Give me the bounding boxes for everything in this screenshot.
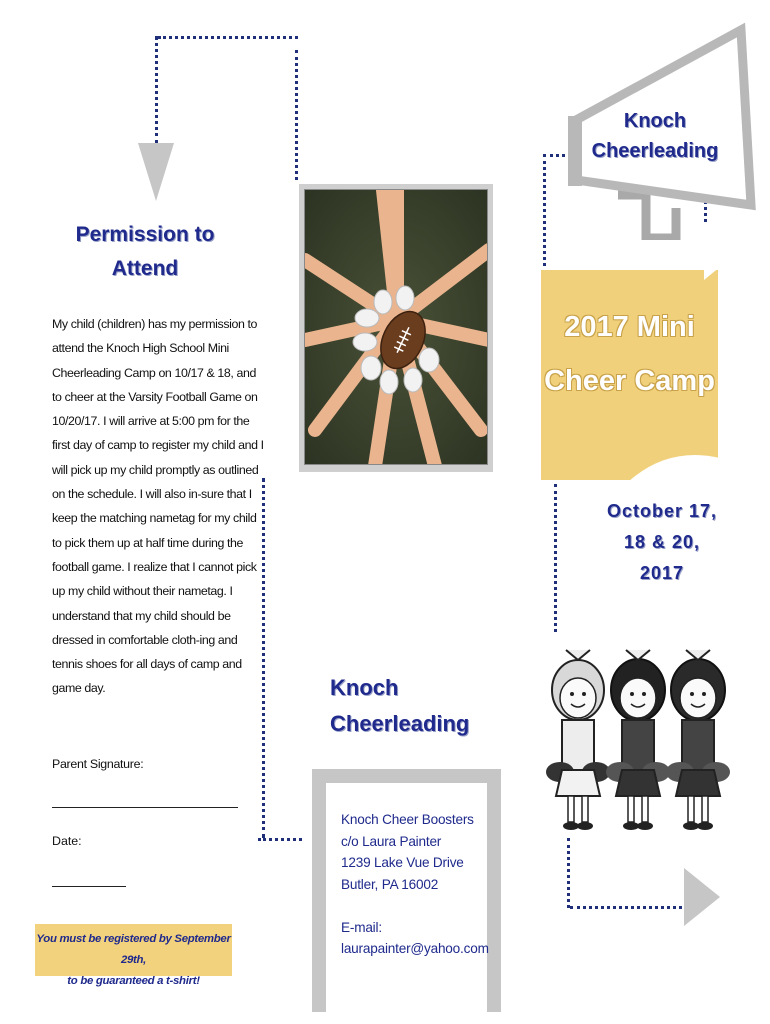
address-block xyxy=(341,809,521,960)
date-line[interactable] xyxy=(52,886,126,887)
dotted-line-top-left xyxy=(155,36,158,144)
camp-dates xyxy=(592,496,732,589)
dotted-line-bottom-right xyxy=(567,838,570,908)
cheer-photo-frame xyxy=(299,184,493,472)
megaphone-title-line1: Knoch xyxy=(623,110,687,132)
dotted-line-to-address xyxy=(258,838,302,841)
dotted-line-dates-left xyxy=(554,484,557,632)
cheer-photo-illustration xyxy=(305,190,488,465)
camp-box-bottom-curve xyxy=(628,452,720,482)
dotted-line-megaphone-down xyxy=(543,154,546,266)
arrow-down-icon xyxy=(138,143,174,201)
camp-dates-line2: 18 & 20, xyxy=(623,532,701,552)
permission-title-line1: Permission to xyxy=(75,223,215,246)
cheerleader-left xyxy=(546,650,610,830)
registration-notice-line1: You must be registered by September 29th, xyxy=(36,933,231,966)
date-label: Date: xyxy=(52,834,82,848)
address-line1: Knoch Cheer Boosters xyxy=(341,812,474,827)
address-line3: 1239 Lake Vue Drive xyxy=(341,855,464,870)
middle-title xyxy=(330,670,490,742)
cheerleader-middle xyxy=(606,650,670,830)
parent-signature-label: Parent Signature: xyxy=(52,757,144,771)
camp-dates-line1: October 17, xyxy=(606,501,718,521)
registration-notice-line2: to be guaranteed a t-shirt! xyxy=(67,975,200,987)
permission-title xyxy=(60,218,230,286)
cheerleaders-illustration xyxy=(546,636,732,832)
cheerleader-right xyxy=(666,650,730,830)
cheer-photo xyxy=(304,189,488,465)
dotted-line-top xyxy=(158,36,298,39)
permission-title-line2: Attend xyxy=(111,257,179,280)
email-label: E-mail: xyxy=(341,919,382,935)
middle-title-line1: Knoch xyxy=(330,675,399,700)
arrow-right-icon xyxy=(684,868,720,926)
camp-title-line2: Cheer Camp xyxy=(544,365,715,397)
dotted-line-right-column xyxy=(295,50,298,180)
permission-body: My child (children) has my permission to attend the Knoch High School Mini Cheerleading Camp on 10/17 & 18, and to cheer at the Varsity Football Game on 10/20/17. I will arrive at 5:00 pm for the first day of camp to register my child and I will pick up my child promptly as outlined on the schedule. I will also in-sure that I keep the matching nametag for my child to pick them up at half time during the football game. I realize that I cannot pick up my child without their nametag. I understand that my child should be dressed in comfortable cloth-ing and tennis shoes for all days of camp and game day. xyxy=(52,317,264,696)
dotted-line-bottom-right-h xyxy=(570,906,682,909)
address-line2: c/o Laura Painter xyxy=(341,833,442,849)
camp-box-corner-notch xyxy=(704,262,726,280)
parent-signature-line[interactable] xyxy=(52,807,238,808)
email-link[interactable]: laurapainter@yahoo.com xyxy=(341,941,489,956)
camp-dates-line3: 2017 xyxy=(639,563,685,583)
registration-notice xyxy=(35,924,232,987)
camp-title-line1: 2017 Mini xyxy=(564,311,695,343)
camp-title xyxy=(541,300,718,408)
middle-title-line2: Cheerleading xyxy=(330,711,470,736)
megaphone-title xyxy=(580,106,730,166)
megaphone-title-line2: Cheerleading xyxy=(591,140,719,162)
address-line4: Butler, PA 16002 xyxy=(341,876,439,892)
